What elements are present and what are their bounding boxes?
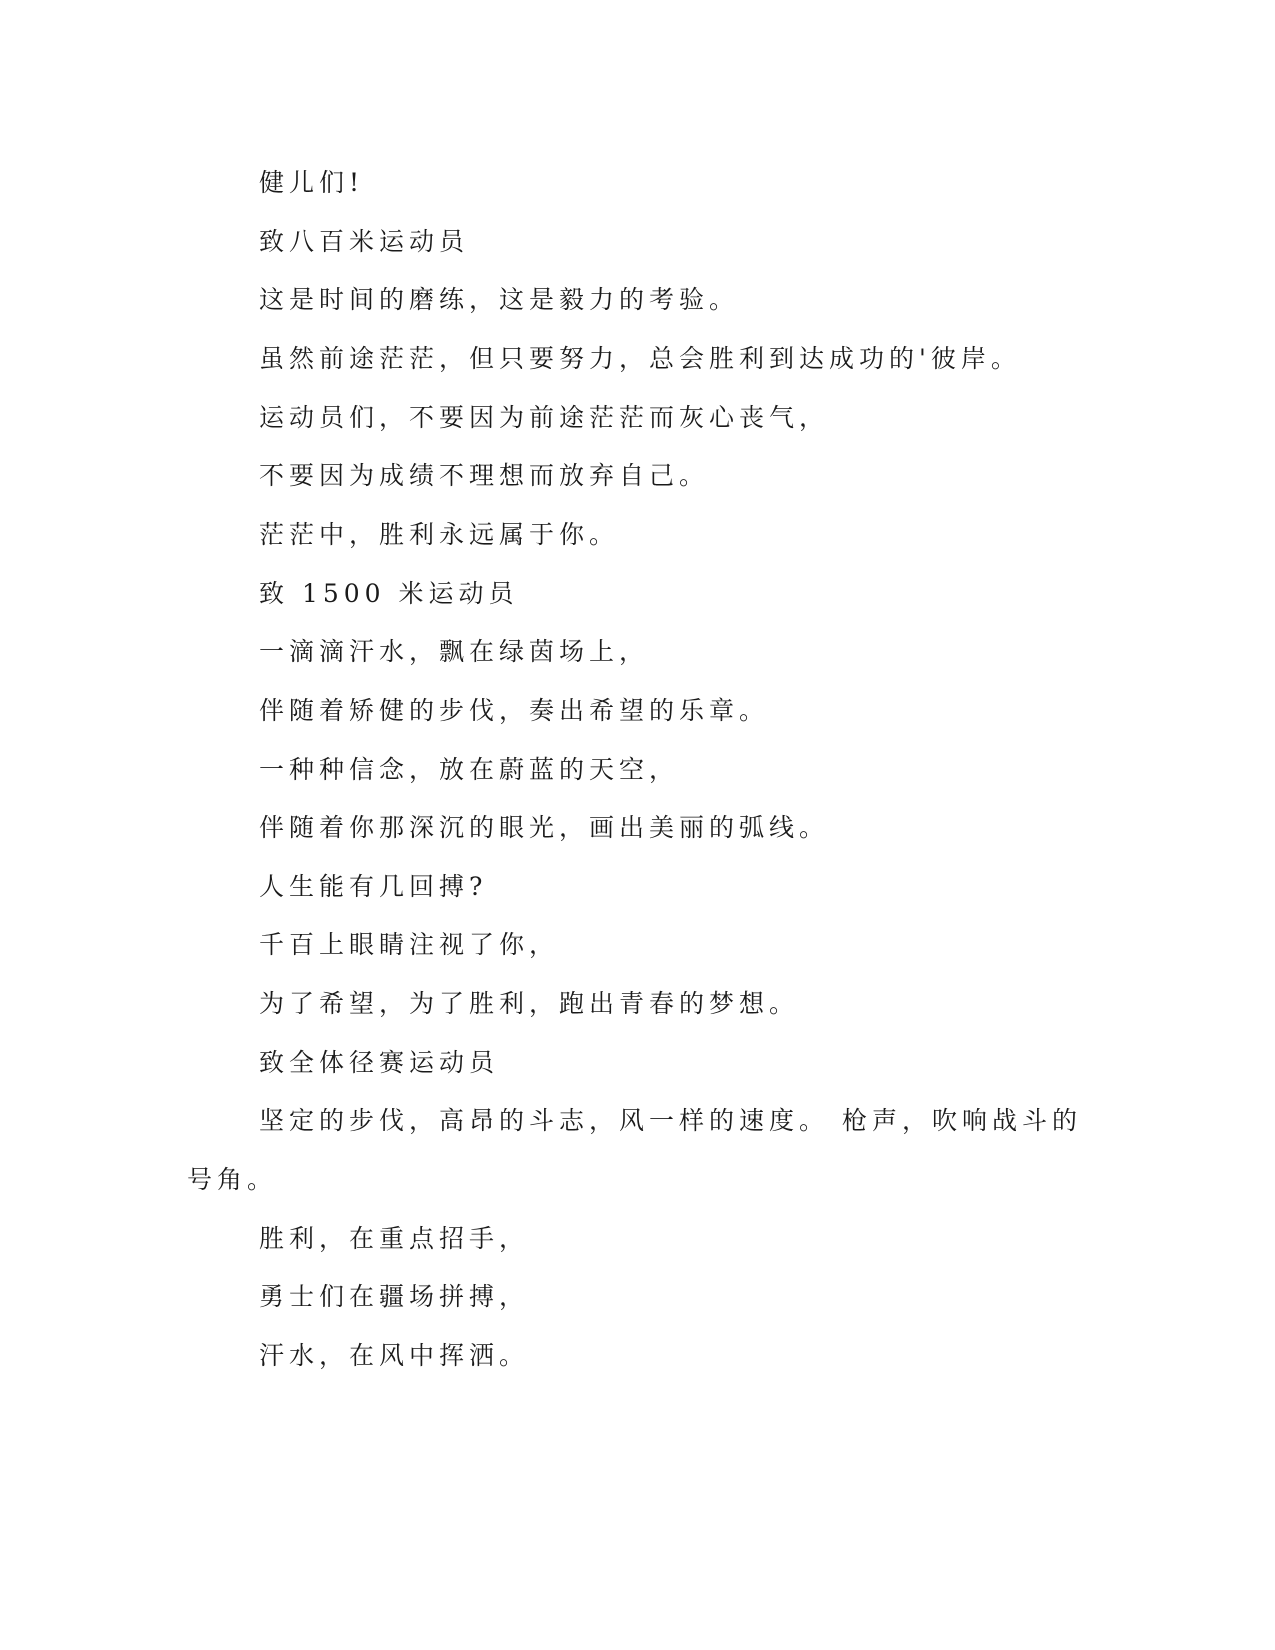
text-line: 茫茫中，胜利永远属于你。	[259, 520, 620, 549]
text-line: 一种种信念，放在蔚蓝的天空，	[259, 755, 680, 784]
text-line: 不要因为成绩不理想而放弃自己。	[259, 461, 710, 490]
section-heading: 致全体径赛运动员	[259, 1048, 500, 1077]
text-line-continuation: 号角。	[187, 1165, 278, 1194]
text-line: 汗水，在风中挥洒。	[259, 1341, 530, 1370]
text-line: 勇士们在疆场拼搏，	[259, 1282, 530, 1311]
text-line: 一滴滴汗水，飘在绿茵场上，	[259, 637, 650, 666]
text-line: 人生能有几回搏?	[259, 872, 488, 901]
text-line: 伴随着矫健的步伐，奏出希望的乐章。	[259, 696, 770, 725]
text-line: 胜利，在重点招手，	[259, 1224, 530, 1253]
text-line: 健儿们!	[259, 168, 365, 197]
text-line: 千百上眼睛注视了你，	[259, 930, 560, 959]
text-line: 为了希望，为了胜利，跑出青春的梦想。	[259, 989, 800, 1018]
section-heading: 致 1500 米运动员	[259, 579, 519, 608]
text-line: 运动员们，不要因为前途茫茫而灰心丧气，	[259, 403, 830, 432]
text-line: 坚定的步伐，高昂的斗志，风一样的速度。 枪声，吹响战斗的	[259, 1106, 1082, 1135]
text-line: 伴随着你那深沉的眼光，画出美丽的弧线。	[259, 813, 830, 842]
text-line: 虽然前途茫茫，但只要努力，总会胜利到达成功的'彼岸。	[259, 344, 1021, 373]
section-heading: 致八百米运动员	[259, 227, 470, 256]
text-line: 这是时间的磨练，这是毅力的考验。	[259, 285, 740, 314]
